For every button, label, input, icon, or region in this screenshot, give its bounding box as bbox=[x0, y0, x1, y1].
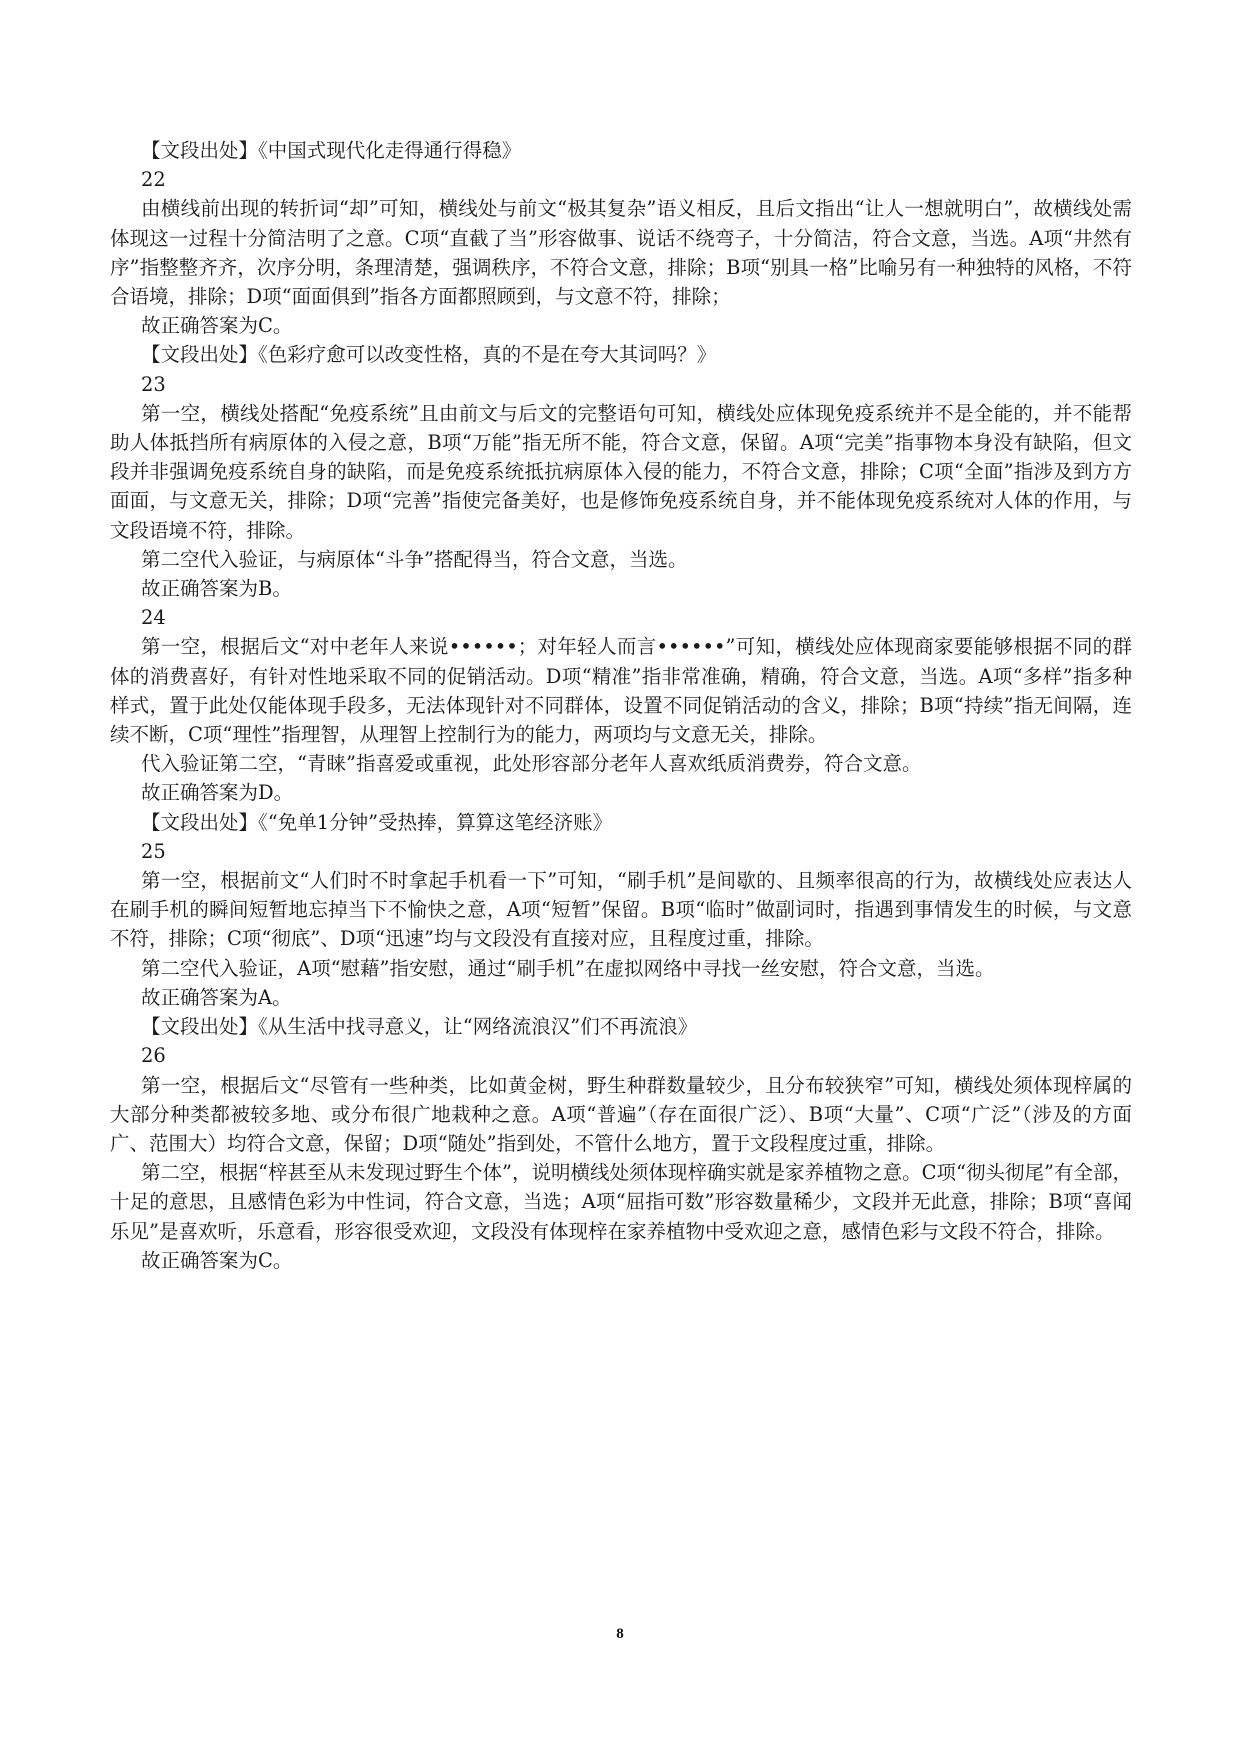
answer-line: 故正确答案为C。 bbox=[141, 314, 293, 338]
answer-line: 故正确答案为A。 bbox=[141, 985, 292, 1009]
explanation-paragraph: 第一空，根据后文“尽管有一些种类，比如黄金树，野生种群数量较少，且分布较狭窄”可知，横线处须体现梓属的大部分种类都被较多地、或分布很广地栽种之意。A项“普遍”（存在面很广泛）、B项“大量”、C项“广泛”（涉及的方面广、范围大）均符合文意，保留；D项“随处”指到处，不管什么地方，置于文段程度过重，排除。 bbox=[110, 1073, 1132, 1155]
source-heading: 【文段出处】《“免单1分钟”受热捧，算算这笔经济账》 bbox=[141, 810, 613, 834]
explanation-paragraph: 第二空，根据“梓甚至从未发现过野生个体”，说明横线处须体现梓确实就是家养植物之意。C项“彻头彻尾”有全部，十足的意思，且感情色彩为中性词，符合文意，当选；A项“屈指可数”形容数量稀少，文段并无此意，排除；B项“喜闻乐见”是喜欢听，乐意看，形容很受欢迎，文段没有体现梓在家养植物中受欢迎之意，感情色彩与文段不符合，排除。 bbox=[110, 1161, 1132, 1243]
question-number: 25 bbox=[141, 839, 166, 863]
explanation-paragraph: 第一空，横线处搭配“免疫系统”且由前文与后文的完整语句可知，横线处应体现免疫系统并不是全能的，并不能帮助人体抵挡所有病原体的入侵之意，B项“万能”指无所不能，符合文意，保留。A项“完美”指事物本身没有缺陷，但文段并非强调免疫系统自身的缺陷，而是免疫系统抵抗病原体入侵的能力，不符合文意，排除；C项“全面”指涉及到方方面面，与文意无关，排除；D项“完善”指使完备美好，也是修饰免疫系统自身，并不能体现免疫系统对人体的作用，与文段语境不符，排除。 bbox=[110, 401, 1132, 542]
explanation-paragraph: 由横线前出现的转折词“却”可知，横线处与前文“极其复杂”语义相反，且后文指出“让人一想就明白”，故横线处需体现这一过程十分简洁明了之意。C项“直截了当”形容做事、说话不绕弯子，十分简洁，符合文意，当选。A项“井然有序”指整整齐齐，次序分明，条理清楚，强调秩序，不符合文意，排除；B项“别具一格”比喻另有一种独特的风格，不符合语境，排除；D项“面面俱到”指各方面都照顾到，与文意不符，排除； bbox=[110, 197, 1132, 309]
source-heading: 【文段出处】《从生活中找寻意义，让“网络流浪汉”们不再流浪》 bbox=[141, 1015, 698, 1039]
question-number: 26 bbox=[141, 1044, 166, 1068]
source-heading: 【文段出处】《色彩疗愈可以改变性格，真的不是在夸大其词吗？》 bbox=[141, 343, 717, 367]
question-number: 23 bbox=[141, 372, 166, 396]
explanation-paragraph: 第二空代入验证，与病原体“斗争”搭配得当，符合文意，当选。 bbox=[141, 547, 688, 571]
explanation-paragraph: 第一空，根据前文“人们时不时拿起手机看一下”可知，“刷手机”是间歇的、且频率很高的行为，故横线处应表达人在刷手机的瞬间短暂地忘掉当下不愉快之意，A项“短暂”保留。B项“临时”做副词时，指遇到事情发生的时候，与文意不符，排除；C项“彻底”、D项“迅速”均与文段没有直接对应，且程度过重，排除。 bbox=[110, 869, 1132, 951]
document-body bbox=[110, 136, 1132, 1275]
answer-line: 故正确答案为D。 bbox=[141, 781, 294, 805]
explanation-paragraph: 第一空，根据后文“对中老年人来说••••••；对年轻人而言••••••”可知，横线处应体现商家要能够根据不同的群体的消费喜好，有针对性地采取不同的促销活动。D项“精准”指非常准确，精确，符合文意，当选。A项“多样”指多种样式，置于此处仅能体现手段多，无法体现针对不同群体，设置不同促销活动的含义，排除；B项“持续”指无间隔，连续不断，C项“理性”指理智，从理智上控制行为的能力，两项均与文意无关，排除。 bbox=[110, 635, 1132, 747]
explanation-paragraph: 代入验证第二空，“青睐”指喜爱或重视，此处形容部分老年人喜欢纸质消费券，符合文意。 bbox=[141, 752, 922, 776]
source-heading: 【文段出处】《中国式现代化走得通行得稳》 bbox=[141, 139, 522, 162]
question-number: 24 bbox=[141, 606, 166, 630]
page-number: 8 bbox=[616, 1626, 624, 1642]
explanation-paragraph: 第二空代入验证，A项“慰藉”指安慰，通过“刷手机”在虚拟网络中寻找一丝安慰，符合文意，当选。 bbox=[141, 956, 995, 980]
answer-line: 故正确答案为B。 bbox=[141, 577, 292, 601]
answer-line: 故正确答案为C。 bbox=[141, 1248, 293, 1272]
question-number: 22 bbox=[141, 168, 166, 192]
